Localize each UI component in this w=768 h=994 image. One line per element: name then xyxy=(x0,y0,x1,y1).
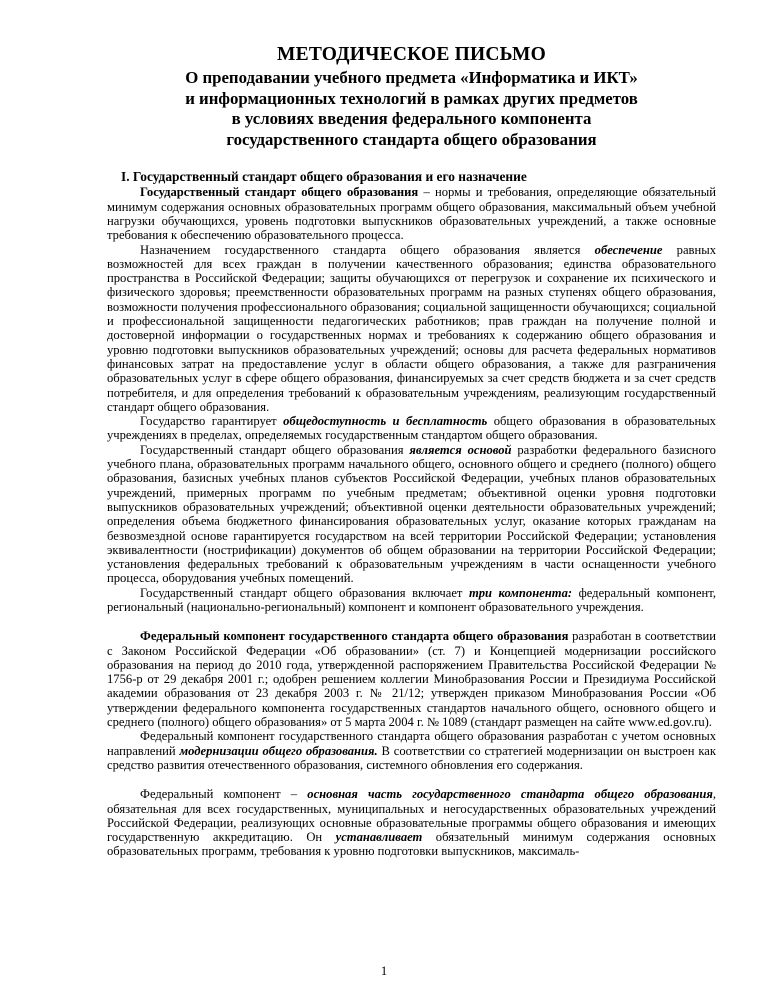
emphasis-text: основная часть государственного стандарта общего образования xyxy=(307,787,713,802)
emphasis-text: обеспечение xyxy=(594,242,663,257)
paragraph-text: Федеральный компонент – xyxy=(140,787,308,802)
subtitle-line: государственного стандарта общего образования xyxy=(226,129,597,149)
paragraph-text: обязательный минимум содержания основных образовательных программ, требования к уровню подготовки выпускников, максималь- xyxy=(107,830,716,859)
paragraph-three-components xyxy=(107,586,716,615)
bold-term: Государственный стандарт общего образования xyxy=(140,185,419,200)
document-subtitle xyxy=(107,68,716,150)
paragraph-federal-component xyxy=(107,629,716,729)
paragraph-text: общего образования в образовательных учреждениях в пределах, определяемых государственным стандартом общего образования. xyxy=(107,414,716,443)
emphasis-text: устанавливает xyxy=(335,830,423,845)
page-number: 1 xyxy=(380,964,388,978)
paragraph-modernization xyxy=(107,729,716,772)
emphasis-text: модернизации общего образования. xyxy=(179,743,378,758)
paragraph-text: Государственный стандарт общего образования включает xyxy=(140,585,469,600)
subtitle-line: О преподавании учебного предмета «Информатика и ИКТ» xyxy=(185,68,638,87)
subtitle-line: и информационных технологий в рамках других предметов xyxy=(185,88,638,108)
paragraph-standard-definition xyxy=(107,185,716,242)
paragraph-state-guarantee xyxy=(107,414,716,443)
paragraph-text: федеральный компонент, региональный (национально-региональный) компонент и компонент образовательного учреждения. xyxy=(107,585,716,614)
document-title: МЕТОДИЧЕСКОЕ ПИСЬМО xyxy=(277,44,546,65)
section-heading: I. Государственный стандарт общего образования и его назначение xyxy=(121,169,527,185)
paragraph-text: , обязательная для всех государственных, муниципальных и негосударственных образовательных учреждений Российской Федерации, реализующих основные образовательные программы общего образования и имеющих государственную аккредитацию. Он xyxy=(107,787,716,845)
emphasis-text: общедоступность и бесплатность xyxy=(283,414,488,429)
paragraph-text: – нормы и требования, определяющие обязательный минимум содержания основных образовательных программ общего образования, максимальный объем учебной нагрузки обучающихся, уровень подготовки выпускников образовательных учреждений, а также основные требования к обеспечению образовательного процесса. xyxy=(107,185,716,243)
emphasis-text: является основой xyxy=(409,442,512,457)
paragraph-text: Назначением государственного стандарта общего образования является xyxy=(140,242,595,257)
paragraph-standard-basis xyxy=(107,443,716,586)
paragraph-text: В соответствии со стратегией модернизации он выстроен как средство развития отечественного образования, системного обновления его содержания. xyxy=(107,743,716,772)
paragraph-text: разработан в соответствии с Законом Российской Федерации «Об образовании» (ст. 7) и Концепцией модернизации российского образования на период до 2010 года, утвержденной распоряжением Правительства Российской Федерации № 1756-р от 29 декабря 2001 г.; одобрен решением коллегии Минобразования России и Президиума Российской академии образования от 23 декабря 2003 г. № 21/12; утвержден приказом Минобразования России «Об утверждении федерального компонента государственных стандартов начального общего, основного общего и среднего (полного) общего образования» от 5 марта 2004 г. № 1089 (стандарт размещен на сайте www.ed.gov.ru). xyxy=(107,629,717,730)
paragraph-text: Государство гарантирует xyxy=(140,414,284,429)
paragraph-text: равных возможностей для всех граждан в получении качественного образования; единства образовательного пространства в Российской Федерации; защиты обучающихся от перегрузок и сохранение их психического и физического здоровья; преемственности образовательных программ на разных ступенях общего образования, возможности получения профессионального образования; социальной защищенности обучающихся; социальной и профессиональной защищенности педагогических работников; прав граждан на получение полной и достоверной информации о государственных нормах и требованиях к содержанию общего образования и уровню подготовки выпускников образовательных учреждений; основы для расчета федеральных нормативов финансовых затрат на предоставление услуг в области общего образования, а также для разграничения образовательных услуг в сфере общего образования, финансируемых за счет средств бюджета и за счет средств потребителя, и для определения требований к образовательным учреждениям, реализующим государственный стандарт общего образования. xyxy=(107,242,716,414)
bold-term: Федеральный компонент государственного стандарта общего образования xyxy=(140,629,569,644)
paragraph-text: Государственный стандарт общего образования xyxy=(140,442,410,457)
paragraph-federal-main-part xyxy=(107,787,716,858)
emphasis-text: три компонента: xyxy=(468,585,573,600)
paragraph-text: разработки федерального базисного учебного плана, образовательных программ начального общего, основного общего и среднего (полного) общего образования, базисных учебных планов субъектов Российской Федерации, учебных планов образовательных учреждений, примерных программ по учебным предметам; объективной оценки уровня подготовки выпускников образовательных учреждений; объективной оценки деятельности образовательных учреждений; определения объема бюджетного финансирования образовательных услуг, оказание которых гражданам на безвозмездной основе гарантируется государством на всей территории Российской Федерации; установления эквивалентности (нострификации) документов об общем образовании на территории Российской Федерации; установления федеральных требований к образовательным учреждениям в части оснащенности учебного процесса, оборудования учебных помещений. xyxy=(107,442,716,586)
paragraph-standard-purpose xyxy=(107,243,716,415)
subtitle-line: в условиях введения федерального компонента xyxy=(231,109,592,129)
paragraph-text: Федеральный компонент государственного стандарта общего образования разработан с учетом основных направлений xyxy=(107,729,716,758)
